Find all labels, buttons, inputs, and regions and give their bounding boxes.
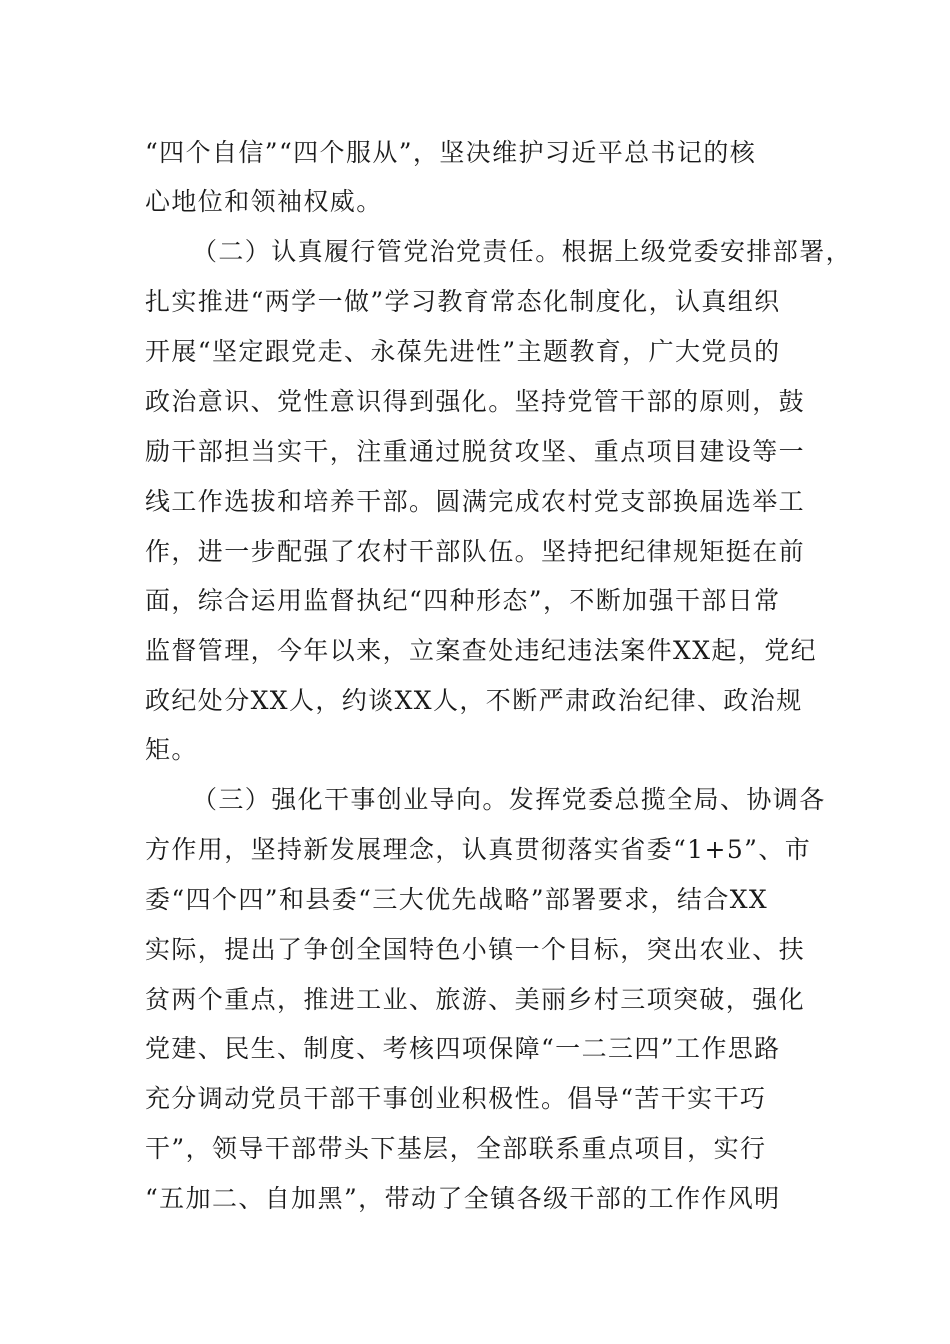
text-line-9: 作，进一步配强了农村干部队伍。坚持把纪律规矩挺在前	[145, 537, 806, 566]
text-line-22: “五加二、自加黑”，带动了全镇各级干部的工作作风明	[145, 1184, 781, 1213]
text-line-19: 党建、民生、制度、考核四项保障“一二三四”工作思路	[145, 1034, 781, 1063]
text-line-1: “四个自信”“四个服从”，坚决维护习近平总书记的核	[145, 138, 757, 167]
text-line-15: 方作用，坚持新发展理念，认真贯彻落实省委“1+5”、市	[145, 835, 812, 864]
text-line-10: 面，综合运用监督执纪“四种形态”，不断加强干部日常	[145, 586, 781, 615]
text-line-21: 干”，领导干部带头下基层，全部联系重点项目，实行	[145, 1134, 767, 1163]
text-line-16: 委“四个四”和县委“三大优先战略”部署要求，结合XX	[145, 885, 769, 914]
text-line-4: 扎实推进“两学一做”学习教育常态化制度化，认真组织	[145, 287, 781, 316]
text-line-6: 政治意识、党性意识得到强化。坚持党管干部的原则，鼓	[145, 387, 806, 416]
text-line-5: 开展“坚定跟党走、永葆先进性”主题教育，广大党员的	[145, 337, 781, 366]
text-line-11: 监督管理，今年以来，立案查处违纪违法案件XX起，党纪	[145, 636, 817, 665]
text-line-12: 政纪处分XX人，约谈XX人，不断严肃政治纪律、政治规	[145, 686, 803, 715]
text-line-18: 贫两个重点，推进工业、旅游、美丽乡村三项突破，强化	[145, 985, 806, 1014]
text-line-13: 矩。	[145, 735, 198, 764]
text-line-2: 心地位和领袖权威。	[145, 187, 383, 216]
text-line-17: 实际，提出了争创全国特色小镇一个目标，突出农业、扶	[145, 935, 806, 964]
text-line-20: 充分调动党员干部干事创业积极性。倡导“苦干实干巧	[145, 1084, 767, 1113]
paragraph-2-heading-line: （二）认真履行管党治党责任。根据上级党委安排部署，	[192, 237, 853, 266]
paragraph-3-heading-line: （三）强化干事创业导向。发挥党委总揽全局、协调各	[192, 785, 826, 814]
text-line-7: 励干部担当实干，注重通过脱贫攻坚、重点项目建设等一	[145, 437, 806, 466]
text-line-8: 线工作选拔和培养干部。圆满完成农村党支部换届选举工	[145, 487, 806, 516]
